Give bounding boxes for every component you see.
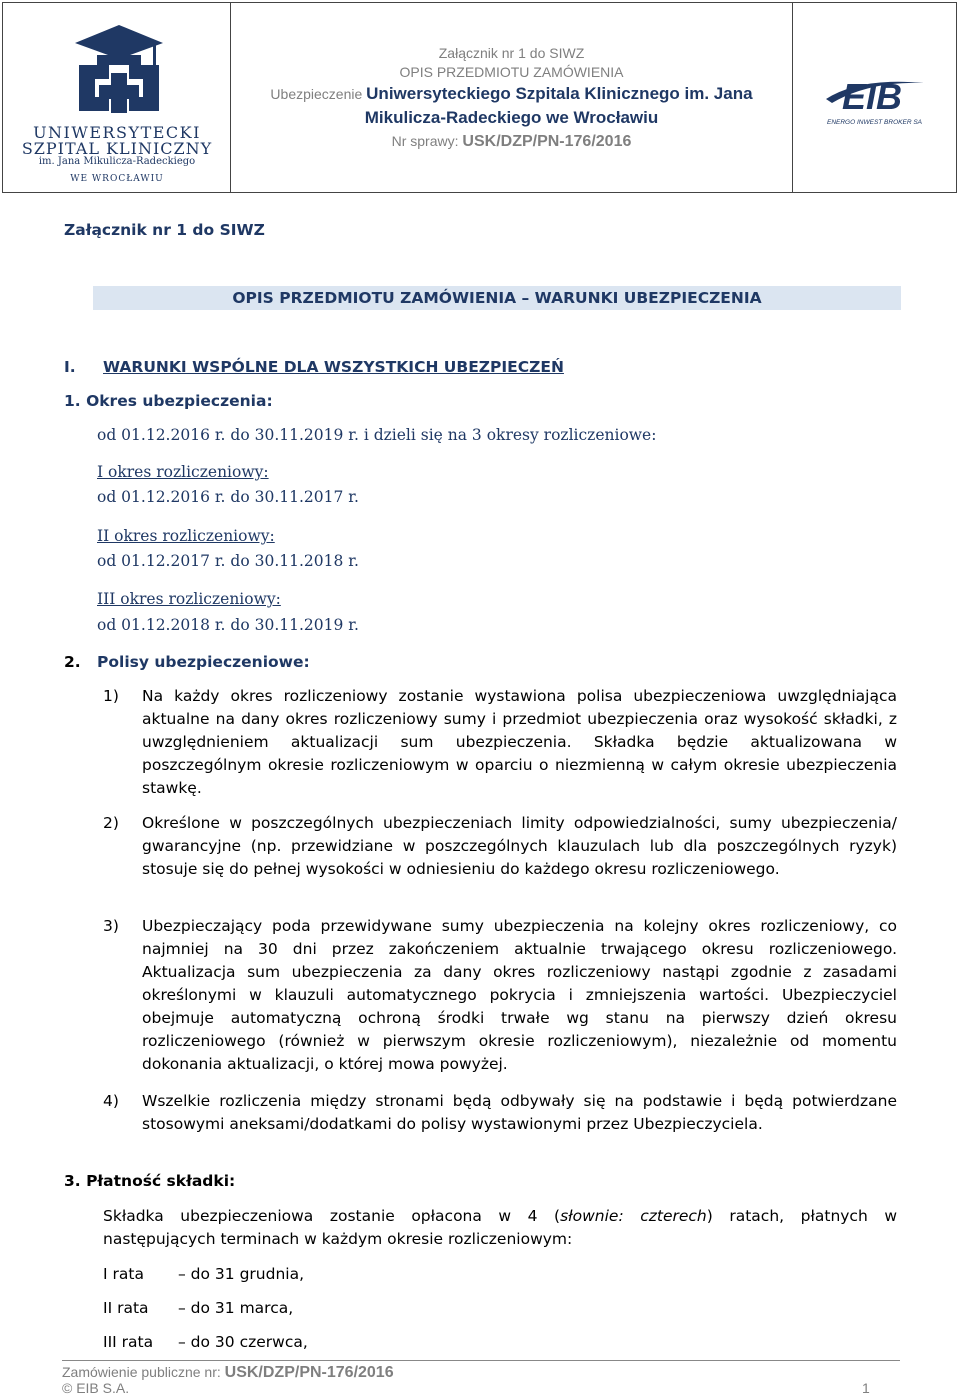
s2-item1-number: 1) — [103, 687, 119, 705]
s1-period1-label: I okres rozliczeniowy: — [97, 463, 269, 481]
footer-order-number: USK/DZP/PN-176/2016 — [224, 1364, 394, 1381]
header-line2: OPIS PRZEDMIOTU ZAMÓWIENIA — [399, 64, 624, 80]
s2-item4-number: 4) — [103, 1092, 119, 1110]
header-line4: Mikulicza-Radeckiego we Wrocławiu — [364, 108, 659, 127]
mortarboard-cross-icon — [3, 3, 231, 123]
s3-rate1-term: – do 31 grudnia, — [178, 1265, 305, 1283]
s1-period3-label: III okres rozliczeniowy: — [97, 590, 281, 608]
footer-order-label: Zamówienie publiczne nr: — [62, 1364, 225, 1380]
header-case-label: Nr sprawy: — [391, 133, 463, 149]
s3-rate2-label: II rata — [103, 1299, 149, 1317]
footer-divider — [62, 1360, 900, 1361]
document-header — [2, 2, 957, 193]
s3-intro-b: ) ratach, płatnych w następujących terminach w każdym okresie rozliczeniowym: — [103, 1207, 898, 1248]
footer-order — [62, 1364, 394, 1381]
header-line3-prefix: Ubezpieczenie — [270, 86, 367, 102]
logo-text-line3: im. Jana Mikulicza-Radeckiego — [38, 156, 196, 167]
s3-rate3-term: – do 30 czerwca, — [178, 1333, 308, 1351]
s2-item4-text: Wszelkie rozliczenia między stronami będą odbywały się na podstawie i będą potwierdzane stosowymi aneksami/dodatkami do polisy wystawionymi przez Ubezpieczyciela. — [142, 1092, 897, 1133]
header-center — [231, 3, 793, 192]
header-line3 — [270, 82, 752, 106]
s1-period2-dates: od 01.12.2017 r. do 30.11.2018 r. — [97, 552, 359, 570]
s1-heading: 1. Okres ubezpieczenia: — [64, 392, 273, 410]
s3-intro — [103, 1205, 897, 1251]
s1-intro: od 01.12.2016 r. do 30.11.2019 r. i dzieli się na 3 okresy rozliczeniowe: — [97, 426, 657, 444]
section-banner: OPIS PRZEDMIOTU ZAMÓWIENIA – WARUNKI UBEZPIECZENIA — [93, 286, 901, 310]
s2-heading-number: 2. — [64, 653, 81, 671]
header-line3-bold: Uniwersyteckiego Szpitala Klinicznego im. Jana — [366, 84, 753, 103]
s2-item3-text: Ubezpieczający poda przewidywane sumy ubezpieczenia na kolejny okres rozliczeniowy, co najmniej na 30 dni przez zakończeniem aktualnie trwającego okresu rozliczeniowego. Aktualizacja sum ubezpieczenia za dany okres rozliczeniowy nastąpi zgodnie z zasadami określonymi w klauzuli automatycznego pokrycia i zmniejszenia wartości. Ubezpieczyciel obejmuje automatyczną ochroną środki trwałe wg stanu na pierwszy dzień okresu rozliczeniowego (również w pierwszym okresie rozliczeniowym), niezależnie od momentu dokonania aktualizacji, o której mowa powyżej. — [142, 917, 897, 1073]
s3-heading: 3. Płatność składki: — [64, 1172, 236, 1190]
s3-rate1-label: I rata — [103, 1265, 144, 1283]
hospital-logo — [3, 3, 231, 192]
eib-swoosh-icon — [820, 69, 930, 115]
header-case — [392, 130, 632, 153]
eib-subtitle: ENERGO INWEST BROKER SA — [827, 119, 922, 126]
eib-logo — [793, 3, 956, 192]
s1-period3-dates: od 01.12.2018 r. do 30.11.2019 r. — [97, 616, 359, 634]
s1-period2-label: II okres rozliczeniowy: — [97, 527, 275, 545]
s3-rate3-label: III rata — [103, 1333, 154, 1351]
page-number: 1 — [862, 1380, 870, 1394]
logo-text-line2: SZPITAL KLINICZNY — [21, 139, 213, 158]
logo-text-line4: WE WROCŁAWIU — [70, 174, 164, 184]
s2-item3-number: 3) — [103, 917, 119, 935]
s2-item2-text: Określone w poszczególnych ubezpieczeniach limity odpowiedzialności, sumy ubezpieczenia/ gwarancyjne (np. przewidziane w poszczególnych klauzulach lub dla poszczególnych ryzyk) stosuje się do pełnej wysokości w odniesieniu do każdego okresu rozliczeniowego. — [142, 814, 897, 878]
footer-copyright: © EIB S.A. — [62, 1380, 130, 1394]
s3-intro-a: Składka ubezpieczeniowa zostanie opłacona w 4 ( — [103, 1207, 561, 1225]
s3-rate2-term: – do 31 marca, — [178, 1299, 294, 1317]
s2-heading: Polisy ubezpieczeniowe: — [97, 653, 310, 671]
header-case-number: USK/DZP/PN-176/2016 — [462, 133, 632, 150]
section-title: WARUNKI WSPÓLNE DLA WSZYSTKICH UBEZPIECZEŃ — [103, 358, 564, 376]
s2-item1-text: Na każdy okres rozliczeniowy zostanie wystawiona polisa ubezpieczeniowa uwzględniająca aktualne na dany okres rozliczeniowy sumy i przedmiot ubezpieczenia oraz wysokość składki, z uwzględnieniem aktualizacji sum ubezpieczenia. Składka będzie aktualizowana w poszczególnym okresie rozliczeniowym w oparciu o niezmienną w całym okresie ubezpieczenia stawkę. — [142, 687, 897, 797]
header-line1: Załącznik nr 1 do SIWZ — [438, 45, 585, 61]
s1-period1-dates: od 01.12.2016 r. do 30.11.2017 r. — [97, 488, 359, 506]
eib-logo-text: EIB — [841, 76, 902, 115]
logo-text-line1: UNIWERSYTECKI — [33, 123, 201, 142]
page-title: Załącznik nr 1 do SIWZ — [64, 221, 265, 239]
s3-intro-italic: słownie: czterech — [560, 1207, 707, 1225]
s2-item2-number: 2) — [103, 814, 119, 832]
section-numeral: I. — [64, 358, 76, 376]
